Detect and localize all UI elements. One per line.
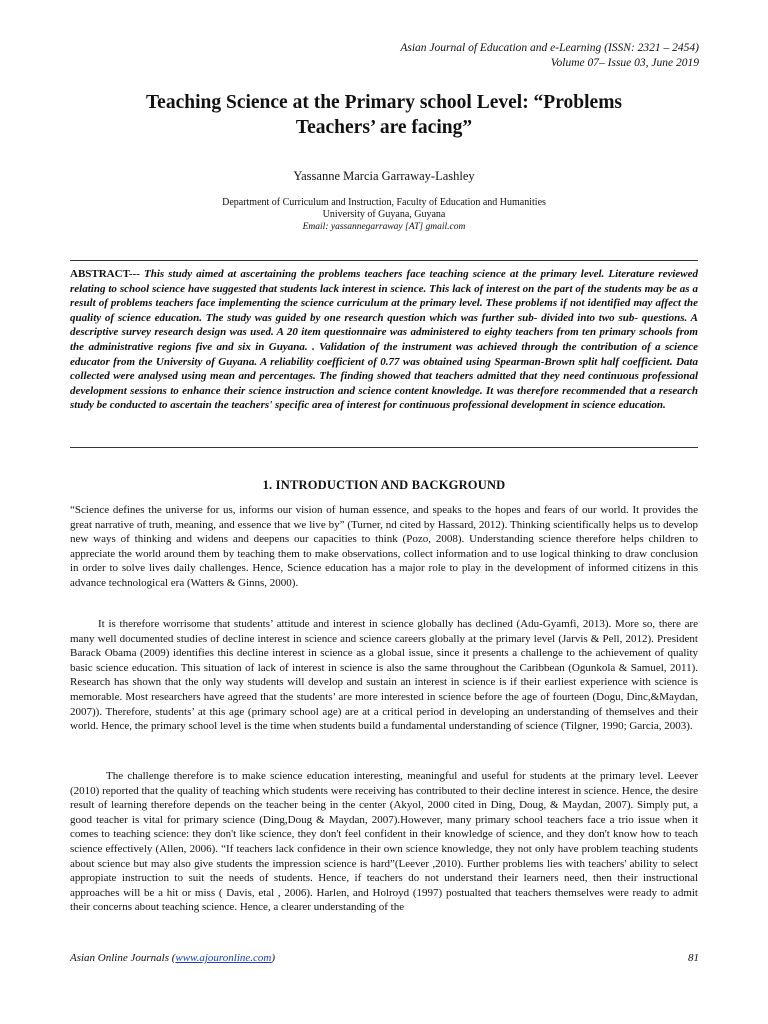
footer-publisher-prefix: Asian Online Journals ( [70,952,176,964]
abstract-bottom-divider [70,447,698,448]
body-paragraph-2: It is therefore worrisome that students’ attitude and interest in science globally has declined (Adu-Gyamfi, 2013). More so, there are many well documented studies of decline interest in science and science careers globally at the primary level (Jarvis & Pell, 2012). President Barack Obama (2009) identifies this decline interest in science as a global issue, since it presents a challenge to the achievement of quality basic science education. This situation of lack of interest in science is also the same throughout the Caribbean (Ogunkola & Samuel, 2011). Research has shown that the only way students will develop and sustain an interest in science is if their earliest experience with science is memorable. Most researchers have agreed that the students’ are more interested in science before the age of fourteen (Dogu, Dinc,&Maydan, 2007)). Therefore, students’ at this age (primary school age) are at a critical period in developing an understanding of themselves and their world. Hence, the primary school level is the time when students build a fundamental understanding of science (Tilgner, 1990; Garcia, 2003). [70,618,698,733]
volume-issue-line: Volume 07– Issue 03, June 2019 [550,57,699,69]
department-line: Department of Curriculum and Instruction, Faculty of Education and Humanities [222,197,546,208]
abstract-block [70,267,698,413]
section-heading: 1. INTRODUCTION AND BACKGROUND [262,478,506,492]
author-email: Email: yassannegarraway [AT] gmail.com [302,222,466,232]
abstract-top-divider [70,260,698,261]
title-line-1: Teaching Science at the Primary school Level: “Problems [145,92,623,113]
publisher-link[interactable]: www.ajouronline.com [175,952,272,964]
university-line: University of Guyana, Guyana [322,209,446,220]
abstract-text: This study aimed at ascertaining the problems teachers face teaching science at the primary level. Literature reviewed relating to school science have suggested that students lack interest in science. This lack of interest on the part of the students may be as a result of problems teachers face implementing the science curriculum at the primary level. These problems if not identified may affect the quality of science education. The study was guided by one research question which was further sub- divided into two sub- questions. A descriptive survey research design was used. A 20 item questionnaire was administered to eighty teachers from ten primary schools from the administrative regions five and six in Guyana. . Validation of the instrument was achieved through the contribution of a science educator from the University of Guyana. A reliability coefficient of 0.77 was obtained using Spearman-Brown split half coefficient. Data collected were analysed using mean and percentages. The finding showed that teachers admitted that they need continuous professional development sessions to enhance their science instruction and science content knowledge. It was therefore recommended that a research study be conducted to ascertain the teachers' specific area of interest for continuous professional development in science education. [70,268,698,412]
title-line-2: Teachers’ are facing” [295,117,473,138]
footer-publisher-suffix: ) [271,952,276,964]
author-name: Yassanne Marcia Garraway-Lashley [293,169,475,183]
journal-header [400,41,699,71]
body-paragraph-1: “Science defines the universe for us, informs our vision of human essence, and speaks to the hopes and fears of our world. It provides the great narrative of truth, meaning, and essence that we live by” (Turner, nd cited by Hassard, 2012). Thinking scientifically helps us to develop new ways of thinking and widens and deepens our capacities to think (Pozo, 2008). Understanding science therefore helps children to appreciate the world around them by teaching them to make observations, collect information and to use logical thinking to draw conclusion in order to solve lives daily challenges. Hence, Science education has a major role to play in the development of informed citizens in this advance technological era (Watters & Ginns, 2000). [70,504,698,589]
paper-title [70,90,698,140]
abstract-label: ABSTRACT--- [70,268,140,280]
journal-name-line: Asian Journal of Education and e-Learning (ISSN: 2321 – 2454) [400,42,699,54]
body-paragraph-3: The challenge therefore is to make science education interesting, meaningful and useful for students at the primary level. Leever (2010) reported that the quality of teaching which students were receiving has contributed to their decline interest in science. Hence, the desire result of learning therefore depends on the teacher being in the center (Akyol, 2000 cited in Ding, Doug, & Maydan, 2007). Simply put, a good teacher is vital for primary science (Ding,Doug & Maydan, 2007).However, many primary school teachers face a trio issue when it comes to teaching science: they don't like science, they don't feel confident in their knowledge of science, and they don't know how to teach science effectively (Allen, 2006). “If teachers lack confidence in their own science knowledge, they not only have problem teaching students about science but may also give students the impression science is hard”(Leever ,2010). Further problems lies with teachers' ability to select appropiate instruction to suit the needs of students. Hence, if teachers do not understand their learners need, then their instructional approaches will be a hit or miss ( Davis, etal , 2006). Harlen, and Holroyd (1997) postualted that teachers themselves were ready to admit their concerns about teaching science. Hence, a clearer understanding of the [70,770,698,914]
author-affiliation [70,197,698,233]
footer-publisher [70,952,275,964]
page-number: 81 [688,952,699,964]
